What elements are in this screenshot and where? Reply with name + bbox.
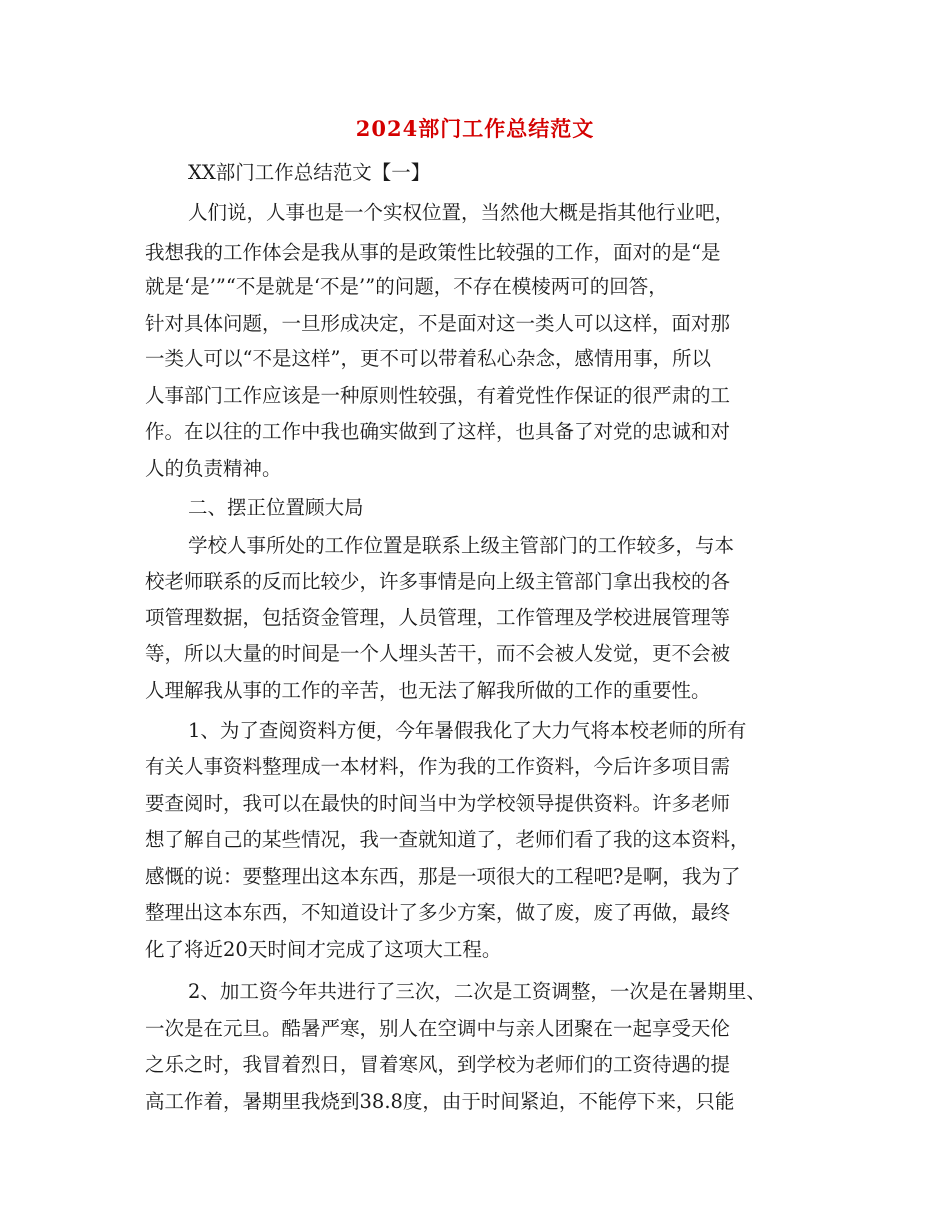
text-line: 2、加工资今年共进行了三次，二次是工资调整，一次是在暑期里、 — [188, 980, 766, 1003]
document-title: 2024部门工作总结范文 — [355, 116, 595, 141]
text-line: 感慨的说：要整理出这本东西，那是一项很大的工程吧?是啊，我为了 — [145, 865, 741, 888]
text-line: 高工作着，暑期里我烧到38.8度，由于时间紧迫，不能停下来，只能 — [145, 1090, 735, 1113]
text-line: 化了将近20天时间才完成了这项大工程。 — [145, 938, 502, 961]
text-line: 等，所以大量的时间是一个人埋头苦干，而不会被人发觉，更不会被 — [145, 642, 731, 665]
text-line: 人理解我从事的工作的辛苦，也无法了解我所做的工作的重要性。 — [145, 679, 711, 702]
text-line: 人的负责精神。 — [145, 457, 282, 480]
text-line: 人们说，人事也是一个实权位置，当然他大概是指其他行业吧， — [188, 201, 735, 224]
text-line: 一次是在元旦。酷暑严寒，别人在空调中与亲人团聚在一起享受天伦 — [145, 1017, 731, 1040]
text-line: 我想我的工作体会是我从事的是政策性比较强的工作，面对的是“是 — [145, 241, 721, 264]
text-line: 1、为了查阅资料方便，今年暑假我化了大力气将本校老师的所有 — [188, 719, 747, 742]
text-line: 整理出这本东西，不知道设计了多少方案，做了废，废了再做，最终 — [145, 901, 731, 924]
text-line: 针对具体问题，一旦形成决定，不是面对这一类人可以这样，面对那 — [145, 312, 731, 335]
text-line: 人事部门工作应该是一种原则性较强，有着党性作保证的很严肃的工 — [145, 384, 731, 407]
text-line: 一类人可以“不是这样”，更不可以带着私心杂念，感情用事，所以 — [145, 347, 711, 370]
text-line: 项管理数据，包括资金管理，人员管理，工作管理及学校进展管理等 — [145, 606, 731, 629]
text-line: 想了解自己的某些情况，我一查就知道了，老师们看了我的这本资料， — [145, 828, 750, 851]
text-line: XX部门工作总结范文【一】 — [188, 161, 431, 184]
text-line: 学校人事所处的工作位置是联系上级主管部门的工作较多，与本 — [188, 534, 735, 557]
text-line: 校老师联系的反而比较少，许多事情是向上级主管部门拿出我校的各 — [145, 570, 731, 593]
section-heading: 二、摆正位置顾大局 — [188, 496, 364, 519]
text-line: 有关人事资料整理成一本材料，作为我的工作资料，今后许多项目需 — [145, 755, 731, 778]
text-line: 要查阅时，我可以在最快的时间当中为学校领导提供资料。许多老师 — [145, 792, 731, 815]
text-line: 作。在以往的工作中我也确实做到了这样，也具备了对党的忠诚和对 — [145, 420, 731, 443]
text-line: 就是‘是’”“不是就是‘不是’”的问题，不存在模棱两可的回答， — [145, 275, 668, 298]
text-line: 之乐之时，我冒着烈日，冒着寒风，到学校为老师们的工资待遇的提 — [145, 1053, 731, 1076]
